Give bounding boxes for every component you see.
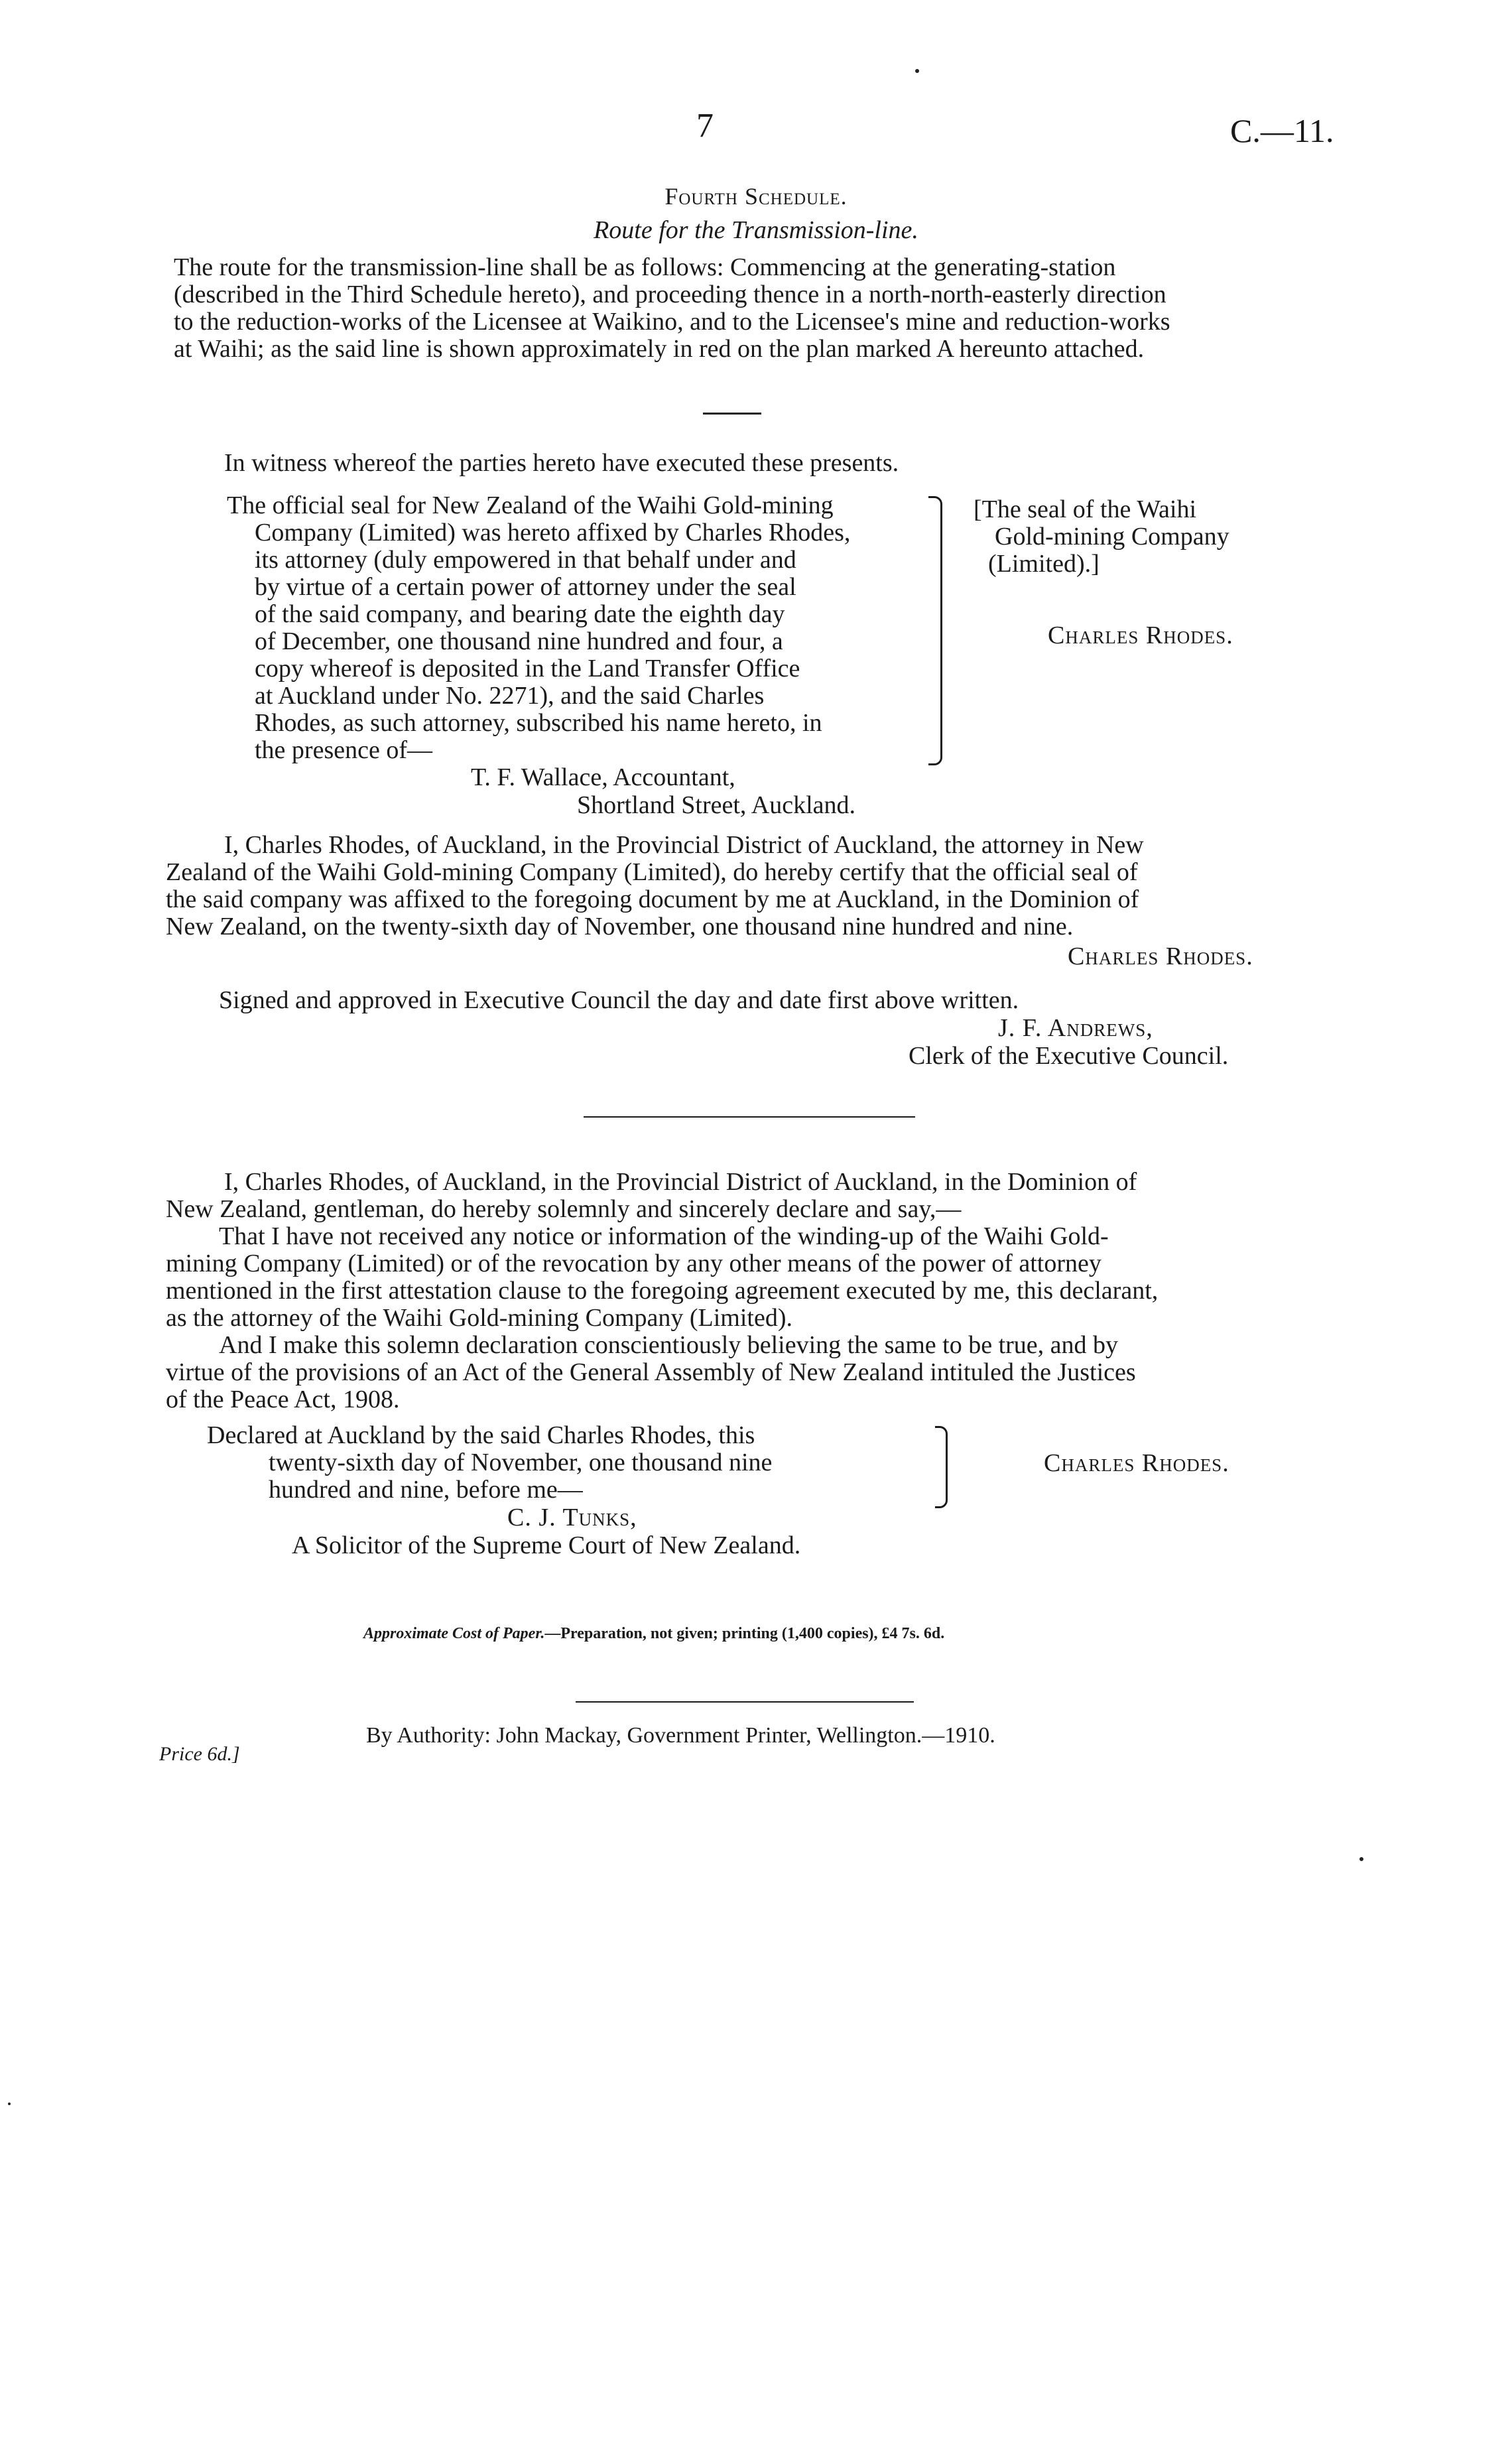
seal-line: of December, one thousand nine hundred and four, a xyxy=(255,627,783,655)
seal-line: of the said company, and bearing date the eighth day xyxy=(255,600,785,628)
certification-signature: Charles Rhodes. xyxy=(1068,942,1253,970)
scan-speck xyxy=(915,69,919,73)
certification-line: the said company was affixed to the foregoing document by me at Auckland, in the Dominion of xyxy=(166,885,1139,913)
solicitor-title: A Solicitor of the Supreme Court of New Zealand. xyxy=(292,1531,801,1559)
schedule-line: (described in the Third Schedule hereto), and proceeding thence in a north-north-easterly direction xyxy=(174,281,1166,308)
certification-line: I, Charles Rhodes, of Auckland, in the Provincial District of Auckland, the attorney in New xyxy=(224,831,1144,859)
page-number: 7 xyxy=(696,107,714,145)
seal-note-line: (Limited).] xyxy=(988,550,1100,578)
seal-line: its attorney (duly empowered in that behalf under and xyxy=(255,546,796,574)
seal-note-line: Gold-mining Company xyxy=(995,523,1229,550)
schedule-title: Fourth Schedule. xyxy=(664,183,848,210)
schedule-subtitle: Route for the Transmission-line. xyxy=(594,216,918,244)
declaration-line: And I make this solemn declaration conscientiously believing the same to be true, and by xyxy=(219,1331,1119,1359)
seal-signatory: Charles Rhodes. xyxy=(1048,621,1233,649)
section-divider xyxy=(703,413,761,415)
seal-brace xyxy=(928,496,942,765)
footer-divider xyxy=(576,1701,914,1703)
document-reference: C.—11. xyxy=(1230,112,1334,149)
cost-detail: —Preparation, not given; printing (1,400 copies), £4 7s. 6d. xyxy=(544,1625,945,1642)
seal-line: at Auckland under No. 2271), and the said Charles xyxy=(255,682,765,710)
council-approval: Signed and approved in Executive Council the day and date first above written. xyxy=(219,986,1019,1014)
declaration-line: of the Peace Act, 1908. xyxy=(166,1386,400,1413)
witness-name: T. F. Wallace, Accountant, xyxy=(471,763,735,791)
declared-line: Declared at Auckland by the said Charles Rhodes, this xyxy=(207,1421,755,1449)
certification-line: Zealand of the Waihi Gold-mining Company (Limited), do hereby certify that the official seal of xyxy=(166,858,1138,886)
council-signatory: J. F. Andrews, xyxy=(998,1014,1153,1042)
seal-line: by virtue of a certain power of attorney under the seal xyxy=(255,573,796,601)
declaration-line: as the attorney of the Waihi Gold-mining Company (Limited). xyxy=(166,1304,792,1332)
declared-line: twenty-sixth day of November, one thousand nine xyxy=(269,1449,773,1476)
schedule-line: to the reduction-works of the Licensee at Waikino, and to the Licensee's mine and reduction-works xyxy=(174,308,1170,336)
seal-line: The official seal for New Zealand of the Waihi Gold-mining xyxy=(227,491,834,519)
seal-line: Company (Limited) was hereto affixed by Charles Rhodes, xyxy=(255,519,851,547)
seal-line: Rhodes, as such attorney, subscribed his name hereto, in xyxy=(255,709,822,737)
solicitor-name: C. J. Tunks, xyxy=(507,1504,637,1531)
witness-address: Shortland Street, Auckland. xyxy=(577,791,856,819)
declaration-line: mentioned in the first attestation clause to the foregoing agreement executed by me, this declarant, xyxy=(166,1277,1159,1305)
certification-line: New Zealand, on the twenty-sixth day of November, one thousand nine hundred and nine. xyxy=(166,913,1074,940)
declared-line: hundred and nine, before me— xyxy=(269,1476,583,1504)
price: Price 6d.] xyxy=(159,1743,240,1765)
declaration-line: mining Company (Limited) or of the revocation by any other means of the power of attorney xyxy=(166,1250,1102,1277)
declaration-signature: Charles Rhodes. xyxy=(1044,1449,1229,1477)
council-title: Clerk of the Executive Council. xyxy=(909,1042,1229,1070)
scan-speck xyxy=(8,2103,11,2105)
seal-note-line: [The seal of the Waihi xyxy=(974,495,1197,523)
scan-speck xyxy=(1359,1857,1363,1861)
printer-authority: By Authority: John Mackay, Government Printer, Wellington.—1910. xyxy=(366,1723,995,1748)
witness-intro: In witness whereof the parties hereto have executed these presents. xyxy=(224,449,899,477)
declaration-line: New Zealand, gentleman, do hereby solemnly and sincerely declare and say,— xyxy=(166,1195,962,1223)
declaration-brace xyxy=(935,1426,948,1508)
declaration-line: That I have not received any notice or information of the winding-up of the Waihi Gold- xyxy=(219,1222,1109,1250)
cost-of-paper xyxy=(363,1625,944,1643)
seal-line: copy whereof is deposited in the Land Transfer Office xyxy=(255,655,800,682)
cost-label: Approximate Cost of Paper. xyxy=(363,1625,545,1642)
declaration-line: I, Charles Rhodes, of Auckland, in the Provincial District of Auckland, in the Dominion of xyxy=(224,1168,1137,1196)
schedule-line: at Waihi; as the said line is shown approximately in red on the plan marked A hereunto attached. xyxy=(174,335,1145,363)
schedule-line: The route for the transmission-line shall be as follows: Commencing at the generating-station xyxy=(174,253,1116,281)
declaration-line: virtue of the provisions of an Act of the General Assembly of New Zealand intituled the Justices xyxy=(166,1358,1136,1386)
seal-line: the presence of— xyxy=(255,736,432,764)
section-divider xyxy=(584,1116,915,1118)
